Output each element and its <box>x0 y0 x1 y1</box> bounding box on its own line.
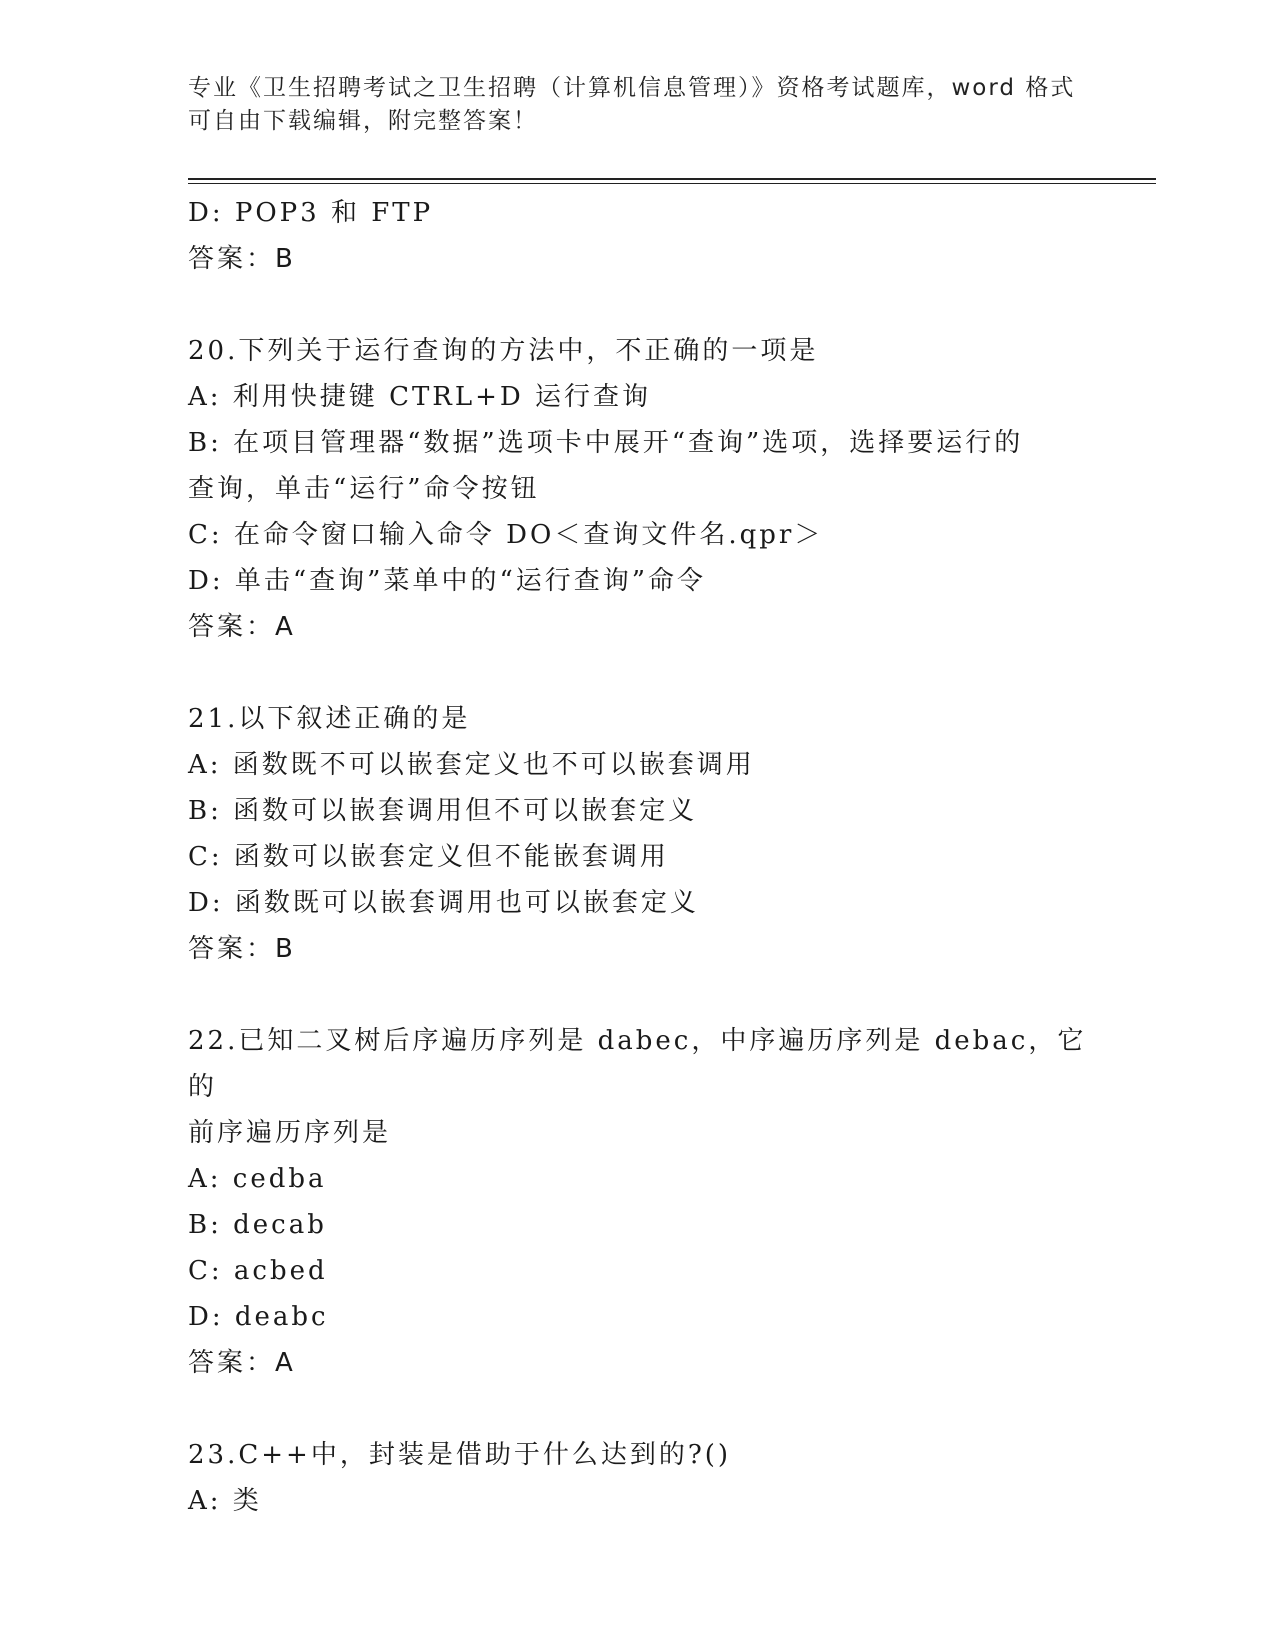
option-a: A: 类 <box>188 1486 262 1516</box>
document-header <box>188 72 1088 138</box>
question-19-tail <box>188 190 1108 282</box>
header-line-1: 专业《卫生招聘考试之卫生招聘（计算机信息管理）》资格考试题库，word 格式 <box>188 75 1076 101</box>
option-d: D: 单击“查询”菜单中的“运行查询”命令 <box>188 566 707 596</box>
spacer <box>188 282 1108 328</box>
question-23 <box>188 1432 1108 1524</box>
spacer <box>188 650 1108 696</box>
question-20 <box>188 328 1108 650</box>
question-stem-line-1: 22.已知二叉树后序遍历序列是 dabec，中序遍历序列是 debac，它的 <box>188 1026 1087 1102</box>
option-a: A: cedba <box>188 1164 327 1194</box>
option-a: A: 利用快捷键 CTRL+D 运行查询 <box>188 382 652 412</box>
answer-label: 答案：B <box>188 934 296 964</box>
question-21 <box>188 696 1108 972</box>
option-d: D: POP3 和 FTP <box>188 198 434 228</box>
option-c: C: 在命令窗口输入命令 DO＜查询文件名.qpr＞ <box>188 520 824 550</box>
answer-label: 答案：A <box>188 612 296 642</box>
header-line-2: 可自由下载编辑，附完整答案！ <box>188 108 538 134</box>
option-b: B: 函数可以嵌套调用但不可以嵌套定义 <box>188 796 698 826</box>
option-b-line-1: B: 在项目管理器“数据”选项卡中展开“查询”选项，选择要运行的 <box>188 428 1024 458</box>
option-a: A: 函数既不可以嵌套定义也不可以嵌套调用 <box>188 750 755 780</box>
option-b-line-2: 查询，单击“运行”命令按钮 <box>188 474 540 504</box>
question-22 <box>188 1018 1108 1386</box>
question-list <box>188 190 1108 1524</box>
option-c: C: 函数可以嵌套定义但不能嵌套调用 <box>188 842 669 872</box>
spacer <box>188 1386 1108 1432</box>
question-stem: 21.以下叙述正确的是 <box>188 704 471 734</box>
header-divider-thick <box>188 178 1156 180</box>
option-d: D: deabc <box>188 1302 329 1332</box>
header-divider-thin <box>188 183 1156 184</box>
option-c: C: acbed <box>188 1256 328 1286</box>
question-stem: 20.下列关于运行查询的方法中，不正确的一项是 <box>188 336 819 366</box>
answer-label: 答案：B <box>188 244 296 274</box>
question-stem-line-2: 前序遍历序列是 <box>188 1118 392 1148</box>
spacer <box>188 972 1108 1018</box>
answer-label: 答案：A <box>188 1348 296 1378</box>
option-b: B: decab <box>188 1210 327 1240</box>
question-stem: 23.C++中，封装是借助于什么达到的?() <box>188 1440 732 1470</box>
option-d: D: 函数既可以嵌套调用也可以嵌套定义 <box>188 888 699 918</box>
